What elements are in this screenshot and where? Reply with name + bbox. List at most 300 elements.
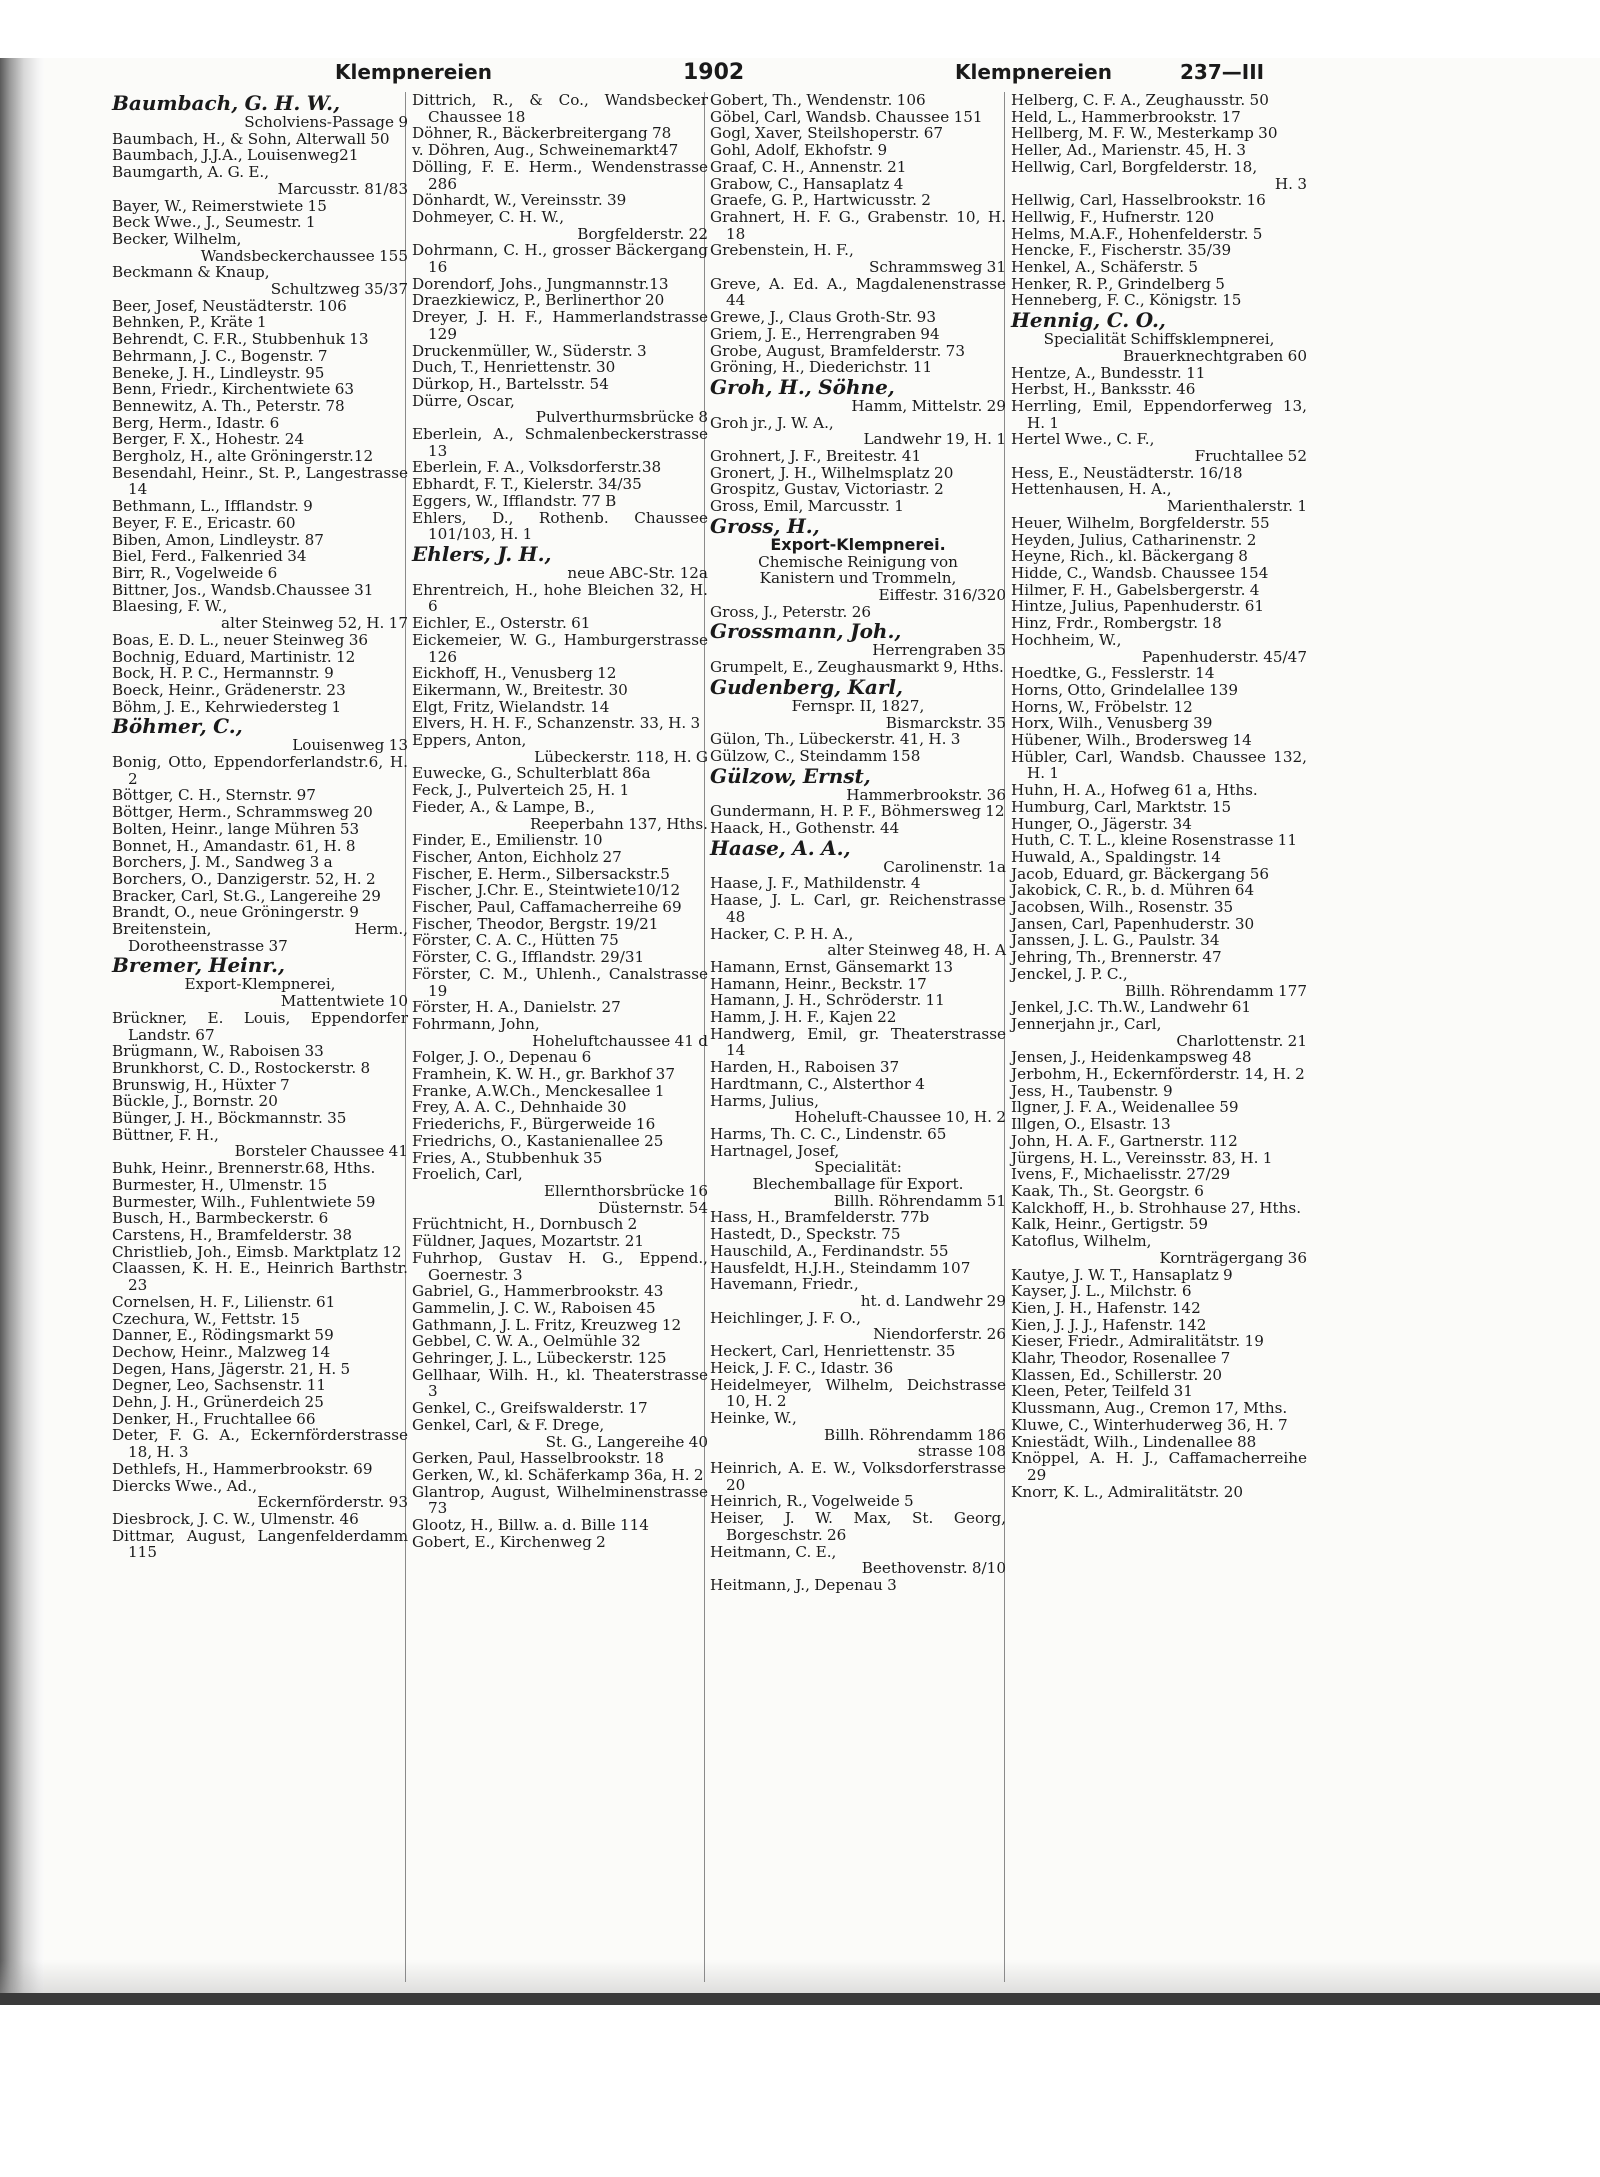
directory-entry: Bayer, W., Reimerstwiete 15 bbox=[112, 196, 327, 215]
directory-entry: Jenckel, J. P. C., bbox=[1011, 964, 1128, 983]
directory-entry: Besendahl, Heinr., St. P., Langestrasse 14 bbox=[112, 463, 408, 499]
directory-entry: Dönhardt, W., Vereinsstr. 39 bbox=[412, 191, 627, 210]
directory-entry: Christlieb, Joh., Eimsb. Marktplatz 12 bbox=[112, 1242, 402, 1261]
directory-entry: Eberlein, A., Schmalenbeckerstrasse 13 bbox=[412, 425, 708, 460]
firm-heading: Ehlers, J. H., bbox=[412, 541, 552, 566]
directory-entry: Gülon, Th., Lübeckerstr. 41, H. 3 bbox=[710, 730, 961, 749]
directory-entry: Claassen, K. H. E., Heinrich Barthstr. 23 bbox=[112, 1259, 408, 1295]
directory-entry: Dölling, F. E. Herm., Wendenstrasse 286 bbox=[412, 157, 708, 193]
directory-entry: Fries, A., Stubbenhuk 35 bbox=[412, 1148, 603, 1167]
directory-entry: Eppers, Anton, bbox=[412, 731, 527, 750]
directory-entry: Fieder, A., & Lampe, B., bbox=[412, 797, 595, 816]
directory-entry: Dreyer, J. H. F., Hammerlandstrasse 129 bbox=[412, 308, 708, 343]
directory-entry: John, H. A. F., Gartnerstr. 112 bbox=[1011, 1131, 1238, 1150]
directory-entry: Gohl, Adolf, Ekhofstr. 9 bbox=[710, 141, 888, 160]
directory-entry: Hass, H., Bramfelderstr. 77b bbox=[710, 1208, 930, 1227]
directory-entry: Büttner, F. H., bbox=[112, 1125, 219, 1144]
entry-continuation: Düsternstr. 54 bbox=[598, 1198, 708, 1217]
directory-entry: Frey, A. A. C., Dehnhaide 30 bbox=[412, 1098, 627, 1117]
directory-entry: Deter, F. G. A., Eckernförderstrasse 18, H. 3 bbox=[112, 1426, 408, 1462]
directory-entry: Borchers, J. M., Sandweg 3 a bbox=[112, 853, 333, 872]
directory-entry: Diercks Wwe., Ad., bbox=[112, 1476, 258, 1495]
directory-entry: Grohnert, J. F., Breitestr. 41 bbox=[710, 447, 922, 466]
directory-entry: Czechura, W., Fettstr. 15 bbox=[112, 1309, 300, 1328]
directory-entry: Kaak, Th., St. Georgstr. 6 bbox=[1011, 1182, 1204, 1200]
directory-entry: Bückle, J., Bornstr. 20 bbox=[112, 1092, 278, 1111]
entry-continuation: Beethovenstr. 8/10 bbox=[861, 1559, 1006, 1578]
directory-entry: Bochnig, Eduard, Martinistr. 12 bbox=[112, 647, 356, 666]
entry-continuation: Papenhuderstr. 45/47 bbox=[1141, 647, 1307, 666]
entry-continuation: Schrammsweg 31 bbox=[869, 258, 1006, 277]
directory-entry: Baumgarth, A. G. E., bbox=[112, 163, 270, 182]
directory-entry: Heidelmeyer, Wilhelm, Deichstrasse 10, H. 2 bbox=[710, 1375, 1006, 1411]
entry-continuation: Hamm, Mittelstr. 29 bbox=[851, 396, 1006, 415]
directory-entry: Hettenhausen, H. A., bbox=[1011, 480, 1172, 499]
directory-entry: Bennewitz, A. Th., Peterstr. 78 bbox=[112, 396, 345, 415]
directory-entry: Biel, Ferd., Falkenried 34 bbox=[112, 547, 307, 566]
directory-entry: Hilmer, F. H., Gabelsbergerstr. 4 bbox=[1011, 580, 1260, 599]
firm-heading: Gross, H., bbox=[710, 513, 820, 538]
directory-entry: Beckmann & Knaup, bbox=[112, 263, 270, 282]
directory-entry: Herbst, H., Banksstr. 46 bbox=[1011, 380, 1196, 399]
directory-entry: Henkel, A., Schäferstr. 5 bbox=[1011, 258, 1199, 277]
directory-entry: Hentze, A., Bundesstr. 11 bbox=[1011, 363, 1206, 382]
directory-entry: Grumpelt, E., Zeughausmarkt 9, Hths. bbox=[710, 658, 1004, 677]
directory-entry: Eberlein, F. A., Volksdorferstr.38 bbox=[412, 458, 662, 477]
directory-entry: Degner, Leo, Sachsenstr. 11 bbox=[112, 1376, 327, 1395]
directory-entry: Hintze, Julius, Papenhuderstr. 61 bbox=[1011, 597, 1265, 616]
directory-entry: Fischer, Paul, Caffamacherreihe 69 bbox=[412, 898, 682, 917]
scan-bottom-band bbox=[0, 1993, 1600, 2005]
directory-entry: Jakobick, C. R., b. d. Mühren 64 bbox=[1011, 881, 1255, 900]
directory-entry: Druckenmüller, W., Süderstr. 3 bbox=[412, 341, 647, 360]
directory-entry: Horns, W., Fröbelstr. 12 bbox=[1011, 697, 1193, 716]
directory-entry: Heckert, Carl, Henriettenstr. 35 bbox=[710, 1342, 956, 1361]
directory-entry: Fischer, E. Herm., Silbersackstr.5 bbox=[412, 864, 670, 883]
directory-entry: Eickhoff, H., Venusberg 12 bbox=[412, 664, 617, 683]
directory-entry: Euwecke, G., Schulterblatt 86a bbox=[412, 764, 651, 783]
directory-entry: Hess, E., Neustädterstr. 16/18 bbox=[1011, 463, 1243, 482]
directory-entry: Klahr, Theodor, Rosenallee 7 bbox=[1011, 1349, 1231, 1368]
entry-continuation: Marcusstr. 81/83 bbox=[277, 179, 408, 198]
directory-entry: Hunger, O., Jägerstr. 34 bbox=[1011, 814, 1192, 833]
directory-entry: Dürkop, H., Bartelsstr. 54 bbox=[412, 374, 609, 393]
directory-column-1 bbox=[112, 92, 408, 1972]
directory-entry: Kluwe, C., Winterhuderweg 36, H. 7 bbox=[1011, 1415, 1288, 1434]
header-page-number: 237—III bbox=[1180, 60, 1265, 84]
directory-entry: Heick, J. F. C., Idastr. 36 bbox=[710, 1358, 894, 1377]
directory-entry: Dohrmann, C. H., grosser Bäckergang 16 bbox=[412, 241, 708, 277]
directory-entry: Boeck, Heinr., Grädenerstr. 23 bbox=[112, 680, 346, 699]
directory-entry: Heyden, Julius, Catharinenstr. 2 bbox=[1011, 530, 1257, 549]
directory-column-2 bbox=[412, 92, 708, 1972]
directory-entry: Busch, H., Barmbeckerstr. 6 bbox=[112, 1209, 329, 1228]
directory-entry: Finder, E., Emilienstr. 10 bbox=[412, 831, 603, 850]
directory-entry: Herrling, Emil, Eppendorferweg 13, H. 1 bbox=[1011, 396, 1307, 432]
directory-entry: Eickemeier, W. G., Hamburgerstrasse 126 bbox=[412, 630, 708, 666]
directory-entry: Beer, Josef, Neustädterstr. 106 bbox=[112, 296, 347, 315]
directory-entry: Heyne, Rich., kl. Bäckergang 8 bbox=[1011, 547, 1248, 566]
directory-entry: Blaesing, F. W., bbox=[112, 597, 228, 616]
directory-entry: Chemische Reinigung von bbox=[758, 552, 958, 571]
directory-entry: Grewe, J., Claus Groth-Str. 93 bbox=[710, 308, 936, 327]
directory-entry: Borchers, O., Danzigerstr. 52, H. 2 bbox=[112, 869, 376, 888]
directory-entry: Fischer, Anton, Eichholz 27 bbox=[412, 847, 622, 866]
directory-entry: Gobert, Th., Wendenstr. 106 bbox=[710, 91, 926, 109]
entry-continuation: Hoheluftchaussee 41 d bbox=[532, 1031, 708, 1050]
directory-entry: Berg, Herm., Idastr. 6 bbox=[112, 413, 280, 432]
directory-entry: Hinz, Frdr., Rombergstr. 18 bbox=[1011, 614, 1222, 633]
directory-entry: Grabow, C., Hansaplatz 4 bbox=[710, 174, 904, 193]
entry-continuation: Carolinenstr. 1a bbox=[883, 857, 1006, 876]
directory-entry: Illgen, O., Elsastr. 13 bbox=[1011, 1115, 1171, 1134]
entry-continuation: Charlottenstr. 21 bbox=[1176, 1031, 1307, 1050]
directory-entry: Beneke, J. H., Lindleystr. 95 bbox=[112, 363, 325, 382]
directory-entry: Framhein, K. W. H., gr. Barkhof 37 bbox=[412, 1065, 676, 1084]
directory-entry: Früchtnicht, H., Dornbusch 2 bbox=[412, 1215, 638, 1234]
directory-entry: Benn, Friedr., Kirchentwiete 63 bbox=[112, 380, 355, 399]
directory-entry: Füldner, Jaques, Mozartstr. 21 bbox=[412, 1232, 645, 1251]
directory-entry: Glootz, H., Billw. a. d. Bille 114 bbox=[412, 1516, 649, 1535]
directory-entry: Gebbel, C. W. A., Oelmühle 32 bbox=[412, 1332, 641, 1351]
directory-entry: Gathmann, J. L. Fritz, Kreuzweg 12 bbox=[412, 1315, 682, 1334]
firm-heading: Bremer, Heinr., bbox=[112, 953, 285, 978]
directory-entry: Klassen, Ed., Schillerstr. 20 bbox=[1011, 1365, 1223, 1384]
entry-continuation: neue ABC-Str. 12a bbox=[567, 563, 708, 582]
directory-entry: Heichlinger, J. F. O., bbox=[710, 1308, 861, 1327]
directory-entry: Gross, Emil, Marcusstr. 1 bbox=[710, 497, 904, 516]
entry-continuation: Billh. Röhrendamm 177 bbox=[1125, 981, 1307, 1000]
directory-entry: Gundermann, H. P. F., Böhmersweg 12 bbox=[710, 802, 1005, 821]
directory-entry: Heller, Ad., Marienstr. 45, H. 3 bbox=[1011, 141, 1247, 160]
directory-entry: Behnken, P., Kräte 1 bbox=[112, 313, 267, 332]
directory-entry: Horx, Wilh., Venusberg 39 bbox=[1011, 714, 1213, 733]
entry-continuation: Fruchtallee 52 bbox=[1194, 447, 1307, 466]
directory-entry: Göbel, Carl, Wandsb. Chaussee 151 bbox=[710, 107, 983, 126]
directory-entry: Hamann, Ernst, Gänsemarkt 13 bbox=[710, 957, 954, 976]
directory-entry: Brunkhorst, C. D., Rostockerstr. 8 bbox=[112, 1058, 371, 1077]
directory-entry: Kautye, J. W. T., Hansaplatz 9 bbox=[1011, 1265, 1233, 1284]
entry-continuation: Borsteler Chaussee 41 bbox=[234, 1142, 408, 1161]
directory-entry: Cornelsen, H. F., Lilienstr. 61 bbox=[112, 1292, 336, 1311]
directory-entry: Brügmann, W., Raboisen 33 bbox=[112, 1042, 324, 1061]
directory-entry: Hellwig, Carl, Borgfelderstr. 18, bbox=[1011, 157, 1258, 176]
directory-entry: Friedrichs, O., Kastanienallee 25 bbox=[412, 1131, 664, 1150]
entry-continuation: Reeperbahn 137, Hths. bbox=[530, 814, 708, 833]
entry-continuation: Louisenweg 13 bbox=[292, 736, 408, 755]
directory-entry: Hausfeldt, H.J.H., Steindamm 107 bbox=[710, 1258, 971, 1277]
directory-entry: Dethlefs, H., Hammerbrookstr. 69 bbox=[112, 1459, 373, 1478]
directory-entry: Gellhaar, Wilh. H., kl. Theaterstrasse 3 bbox=[412, 1365, 708, 1401]
directory-entry: v. Döhren, Aug., Schweinemarkt47 bbox=[412, 141, 679, 160]
directory-entry: Harden, H., Raboisen 37 bbox=[710, 1058, 900, 1077]
directory-entry: Janssen, J. L. G., Paulstr. 34 bbox=[1011, 931, 1220, 950]
directory-entry: Kleen, Peter, Teilfeld 31 bbox=[1011, 1382, 1193, 1401]
directory-entry: Harms, Th. C. C., Lindenstr. 65 bbox=[710, 1124, 947, 1143]
directory-entry: Helms, M.A.F., Hohenfelderstr. 5 bbox=[1011, 224, 1263, 243]
directory-entry: Gronert, J. H., Wilhelmsplatz 20 bbox=[710, 463, 954, 482]
firm-heading: Gülzow, Ernst, bbox=[710, 763, 871, 788]
directory-entry: Eikermann, W., Breitestr. 30 bbox=[412, 680, 628, 699]
directory-entry: Burmester, H., Ulmenstr. 15 bbox=[112, 1175, 328, 1194]
directory-entry: Folger, J. O., Depenau 6 bbox=[412, 1048, 592, 1067]
entry-continuation: Eiffestr. 316/320 bbox=[878, 585, 1006, 604]
entry-continuation: Herrengraben 35 bbox=[872, 641, 1006, 660]
directory-entry: Jürgens, H. L., Vereinsstr. 83, H. 1 bbox=[1011, 1148, 1273, 1167]
directory-entry: Kanistern und Trommeln, bbox=[759, 569, 957, 588]
directory-entry: Bock, H. P. C., Hermannstr. 9 bbox=[112, 664, 334, 683]
directory-entry: Beyer, F. E., Ericastr. 60 bbox=[112, 513, 296, 532]
directory-entry: Behrendt, C. F.R., Stubbenhuk 13 bbox=[112, 330, 369, 349]
directory-entry: Hellwig, F., Hufnerstr. 120 bbox=[1011, 207, 1215, 226]
directory-entry: Humburg, Carl, Marktstr. 15 bbox=[1011, 797, 1232, 816]
directory-entry: Brunswig, H., Hüxter 7 bbox=[112, 1075, 290, 1094]
directory-entry: Kniestädt, Wilh., Lindenallee 88 bbox=[1011, 1432, 1257, 1451]
directory-entry: Elgt, Fritz, Wielandstr. 14 bbox=[412, 697, 610, 716]
directory-entry: Greve, A. Ed. A., Magdalenenstrasse 44 bbox=[710, 274, 1006, 310]
directory-entry: Gerken, Paul, Hasselbrookstr. 18 bbox=[412, 1449, 665, 1468]
directory-entry: Brandt, O., neue Gröningerstr. 9 bbox=[112, 903, 359, 922]
directory-entry: Jennerjahn jr., Carl, bbox=[1011, 1014, 1162, 1033]
directory-entry: Heuer, Wilhelm, Borgfelderstr. 55 bbox=[1011, 513, 1270, 532]
directory-entry: Ivens, F., Michaelisstr. 27/29 bbox=[1011, 1165, 1231, 1184]
entry-continuation: Kornträgergang 36 bbox=[1159, 1248, 1307, 1267]
directory-entry: Groh jr., J. W. A., bbox=[710, 413, 834, 432]
entry-continuation: Schultzweg 35/37 bbox=[270, 280, 408, 299]
directory-entry: Dechow, Heinr., Malzweg 14 bbox=[112, 1342, 331, 1361]
directory-entry: Fuhrhop, Gustav H. G., Eppend., Goernestr. 3 bbox=[412, 1248, 708, 1284]
directory-entry: Heitmann, J., Depenau 3 bbox=[710, 1575, 897, 1594]
entry-continuation: Mattentwiete 10 bbox=[280, 992, 408, 1011]
directory-entry: Huth, C. T. L., kleine Rosenstrasse 11 bbox=[1011, 831, 1298, 850]
directory-entry: Bonig, Otto, Eppendorferlandstr.6, H. 2 bbox=[112, 753, 408, 788]
entry-continuation: Billh. Röhrendamm 186 bbox=[824, 1425, 1006, 1444]
entry-continuation: Niendorferstr. 26 bbox=[873, 1325, 1006, 1344]
directory-entry: Gülzow, C., Steindamm 158 bbox=[710, 746, 921, 765]
directory-entry: Boas, E. D. L., neuer Steinweg 36 bbox=[112, 630, 369, 649]
directory-entry: Eggers, W., Ifflandstr. 77 B bbox=[412, 491, 617, 510]
directory-entry: Buhk, Heinr., Brennerstr.68, Hths. bbox=[112, 1159, 376, 1178]
entry-continuation: Bismarckstr. 35 bbox=[885, 713, 1006, 732]
directory-entry: Horns, Otto, Grindelallee 139 bbox=[1011, 680, 1238, 699]
directory-entry: Jerbohm, H., Eckernförderstr. 14, H. 2 bbox=[1011, 1065, 1305, 1084]
directory-entry: Bergholz, H., alte Gröningerstr.12 bbox=[112, 447, 374, 466]
directory-entry: Hübener, Wilh., Brodersweg 14 bbox=[1011, 731, 1252, 750]
directory-entry: Kien, J. H., Hafenstr. 142 bbox=[1011, 1298, 1201, 1317]
entry-continuation: St. G., Langereihe 40 bbox=[545, 1432, 708, 1451]
directory-entry: Harms, Julius, bbox=[710, 1091, 819, 1110]
directory-entry: Jacob, Eduard, gr. Bäckergang 56 bbox=[1011, 864, 1270, 883]
directory-entry: Förster, C. G., Ifflandstr. 29/31 bbox=[412, 948, 645, 967]
directory-entry: Gross, J., Peterstr. 26 bbox=[710, 602, 872, 621]
directory-entry: Kalk, Heinr., Gertigstr. 59 bbox=[1011, 1215, 1209, 1234]
directory-entry: Danner, E., Rödingsmarkt 59 bbox=[112, 1326, 334, 1345]
directory-entry: Klussmann, Aug., Cremon 17, Mths. bbox=[1011, 1399, 1288, 1418]
directory-entry: Froelich, Carl, bbox=[412, 1165, 523, 1184]
directory-entry: Dittmar, August, Langenfelderdamm 115 bbox=[112, 1526, 408, 1562]
directory-entry: Graefe, G. P., Hartwicusstr. 2 bbox=[710, 191, 931, 210]
entry-continuation: Pulverthurmsbrücke 8 bbox=[535, 408, 708, 427]
directory-entry: Kayser, J. L., Milchstr. 6 bbox=[1011, 1282, 1192, 1301]
directory-entry: Grebenstein, H. F., bbox=[710, 241, 854, 260]
entry-continuation: Lübeckerstr. 118, H. G bbox=[534, 747, 708, 766]
directory-entry: Eichler, E., Osterstr. 61 bbox=[412, 614, 591, 633]
directory-entry: Kieser, Friedr., Admiralitätstr. 19 bbox=[1011, 1332, 1264, 1351]
directory-entry: Jacobsen, Wilh., Rosenstr. 35 bbox=[1011, 898, 1234, 917]
directory-entry: Export-Klempnerei, bbox=[184, 975, 336, 994]
directory-entry: Behrmann, J. C., Bogenstr. 7 bbox=[112, 346, 328, 365]
entry-continuation: alter Steinweg 48, H. A bbox=[827, 941, 1006, 960]
directory-entry: Böttger, Herm., Schrammsweg 20 bbox=[112, 803, 373, 822]
directory-entry: Fischer, J.Chr. E., Steintwiete10/12 bbox=[412, 881, 681, 900]
directory-entry: Hidde, C., Wandsb. Chaussee 154 bbox=[1011, 563, 1269, 582]
directory-entry: Gammelin, J. C. W., Raboisen 45 bbox=[412, 1298, 656, 1317]
directory-entry: Held, L., Hammerbrookstr. 17 bbox=[1011, 107, 1241, 126]
directory-entry: Jensen, J., Heidenkampsweg 48 bbox=[1011, 1048, 1252, 1067]
firm-heading: Hennig, C. O., bbox=[1011, 308, 1166, 333]
firm-heading: Böhmer, C., bbox=[112, 714, 243, 739]
directory-entry: Ehlers, D., Rothenb. Chaussee 101/103, H. 1 bbox=[412, 508, 708, 544]
directory-entry: Friederichs, F., Bürgerweide 16 bbox=[412, 1115, 656, 1134]
directory-entry: Hellberg, M. F. W., Mesterkamp 30 bbox=[1011, 124, 1278, 143]
directory-entry: Gerken, W., kl. Schäferkamp 36a, H. 2 bbox=[412, 1465, 704, 1484]
directory-entry: Carstens, H., Bramfelderstr. 38 bbox=[112, 1226, 353, 1244]
directory-entry: Hertel Wwe., C. F., bbox=[1011, 430, 1155, 449]
directory-entry: Hardtmann, C., Alsterthor 4 bbox=[710, 1074, 925, 1093]
entry-continuation: Marienthalerstr. 1 bbox=[1167, 497, 1307, 516]
directory-entry: Hellwig, Carl, Hasselbrookstr. 16 bbox=[1011, 191, 1266, 210]
directory-entry: Böttger, C. H., Sternstr. 97 bbox=[112, 786, 316, 805]
directory-entry: Kien, J. J. J., Hafenstr. 142 bbox=[1011, 1315, 1207, 1334]
directory-entry: Baumbach, H., & Sohn, Alterwall 50 bbox=[112, 129, 390, 148]
directory-entry: Jansen, Carl, Papenhuderstr. 30 bbox=[1011, 914, 1255, 933]
directory-entry: Hamann, Heinr., Beckstr. 17 bbox=[710, 974, 927, 993]
directory-entry: Knorr, K. L., Admiralitätstr. 20 bbox=[1011, 1482, 1244, 1501]
entry-continuation: Hoheluft-Chaussee 10, H. 2 bbox=[794, 1108, 1006, 1127]
entry-continuation: Billh. Röhrendamm 51 bbox=[833, 1191, 1006, 1210]
directory-entry: Feck, J., Pulverteich 25, H. 1 bbox=[412, 781, 630, 800]
directory-entry: Duch, T., Henriettenstr. 30 bbox=[412, 358, 616, 377]
header-year: 1902 bbox=[683, 60, 745, 85]
directory-entry: Gehringer, J. L., Lübeckerstr. 125 bbox=[412, 1349, 667, 1368]
directory-entry: Gobert, E., Kirchenweg 2 bbox=[412, 1532, 606, 1551]
directory-entry: Hoedtke, G., Fesslerstr. 14 bbox=[1011, 664, 1215, 683]
directory-entry: Knöppel, A. H. J., Caffamacherreihe 29 bbox=[1011, 1449, 1307, 1484]
header-section-left: Klempnereien bbox=[335, 60, 492, 84]
directory-entry: Havemann, Friedr., bbox=[710, 1275, 859, 1294]
directory-entry: Fohrmann, John, bbox=[412, 1014, 540, 1033]
entry-continuation: Hammerbrookstr. 36 bbox=[846, 785, 1006, 804]
directory-entry: Breitenstein, Herm., Dorotheenstrasse 37 bbox=[112, 920, 408, 955]
directory-entry: Elvers, H. H. F., Schanzenstr. 33, H. 3 bbox=[412, 714, 701, 733]
entry-continuation: ht. d. Landwehr 29 bbox=[860, 1292, 1006, 1310]
directory-entry: Böhm, J. E., Kehrwiedersteg 1 bbox=[112, 697, 342, 716]
directory-entry: Export-Klempnerei. bbox=[770, 534, 946, 554]
firm-heading: Baumbach, G. H. W., bbox=[112, 91, 341, 115]
directory-entry: Heiser, J. W. Max, St. Georg, Borgeschstr. 26 bbox=[710, 1509, 1006, 1544]
directory-entry: Gabriel, G., Hammerbrookstr. 43 bbox=[412, 1282, 664, 1301]
directory-entry: Gröning, H., Diederichstr. 11 bbox=[710, 358, 933, 377]
directory-entry: Handwerg, Emil, gr. Theaterstrasse 14 bbox=[710, 1024, 1006, 1060]
directory-entry: Kalckhoff, H., b. Strohhause 27, Hths. bbox=[1011, 1198, 1302, 1217]
directory-entry: Helberg, C. F. A., Zeughausstr. 50 bbox=[1011, 91, 1269, 109]
directory-entry: Haase, J. L. Carl, gr. Reichenstrasse 48 bbox=[710, 891, 1006, 926]
directory-entry: Dittrich, R., & Co., Wandsbecker Chaussee 18 bbox=[412, 91, 708, 126]
firm-heading: Gudenberg, Karl, bbox=[710, 674, 903, 699]
binding-edge bbox=[0, 58, 44, 1993]
directory-column-4 bbox=[1011, 92, 1307, 1972]
directory-entry: Dehn, J. H., Grünerdeich 25 bbox=[112, 1393, 324, 1412]
directory-entry: Specialität Schiffsklempnerei, bbox=[1043, 330, 1275, 349]
directory-entry: Heinrich, R., Vogelweide 5 bbox=[710, 1492, 914, 1511]
directory-entry: Gogl, Xaver, Steilshoperstr. 67 bbox=[710, 124, 944, 143]
directory-entry: Fernspr. II, 1827, bbox=[791, 696, 925, 715]
directory-entry: Jenkel, J.C. Th.W., Landwehr 61 bbox=[1011, 998, 1252, 1017]
directory-entry: Heinrich, A. E. W., Volksdorferstrasse 20 bbox=[710, 1459, 1006, 1494]
directory-entry: Döhner, R., Bäckerbreitergang 78 bbox=[412, 124, 672, 143]
entry-continuation: H. 3 bbox=[1274, 174, 1307, 193]
directory-entry: Birr, R., Vogelweide 6 bbox=[112, 563, 278, 582]
directory-entry: Hauschild, A., Ferdinandstr. 55 bbox=[710, 1241, 949, 1260]
directory-entry: Hamm, J. H. F., Kajen 22 bbox=[710, 1008, 897, 1027]
directory-entry: Graaf, C. H., Annenstr. 21 bbox=[710, 157, 907, 176]
directory-entry: Specialität: bbox=[814, 1158, 902, 1177]
directory-entry: Förster, C. M., Uhlenh., Canalstrasse 19 bbox=[412, 964, 708, 1000]
firm-heading: Groh, H., Söhne, bbox=[710, 374, 895, 399]
directory-entry: Dohmeyer, C. H. W., bbox=[412, 207, 565, 226]
directory-entry: Huwald, A., Spaldingstr. 14 bbox=[1011, 847, 1221, 866]
directory-entry: Denker, H., Fruchtallee 66 bbox=[112, 1409, 316, 1428]
directory-entry: Becker, Wilhelm, bbox=[112, 229, 242, 248]
directory-entry: Biben, Amon, Lindleystr. 87 bbox=[112, 530, 324, 549]
directory-entry: Baumbach, J.J.A., Louisenweg21 bbox=[112, 146, 359, 165]
directory-entry: Genkel, Carl, & F. Drege, bbox=[412, 1415, 605, 1434]
firm-heading: Haase, A. A., bbox=[710, 835, 851, 860]
directory-entry: Huhn, H. A., Hofweg 61 a, Hths. bbox=[1011, 781, 1258, 800]
entry-continuation: Eckernförderstr. 93 bbox=[257, 1493, 408, 1512]
directory-entry: Ehrentreich, H., hohe Bleichen 32, H. 6 bbox=[412, 580, 708, 616]
entry-continuation: Scholviens-Passage 9 bbox=[244, 113, 408, 131]
directory-entry: Franke, A.W.Ch., Menckesallee 1 bbox=[412, 1081, 665, 1100]
directory-entry: Dürre, Oscar, bbox=[412, 391, 515, 410]
directory-entry: Jess, H., Taubenstr. 9 bbox=[1011, 1081, 1173, 1100]
directory-entry: Hübler, Carl, Wandsb. Chaussee 132, H. 1 bbox=[1011, 747, 1307, 783]
entry-continuation: Landwehr 19, H. 1 bbox=[863, 430, 1006, 449]
directory-entry: Förster, H. A., Danielstr. 27 bbox=[412, 998, 621, 1017]
directory-entry: Bolten, Heinr., lange Mühren 53 bbox=[112, 819, 360, 838]
directory-entry: Grobe, August, Bramfelderstr. 73 bbox=[710, 341, 965, 360]
entry-continuation: Ellernthorsbrücke 16 bbox=[543, 1182, 708, 1200]
directory-entry: Haack, H., Gothenstr. 44 bbox=[710, 819, 900, 838]
directory-entry: Bethmann, L., Ifflandstr. 9 bbox=[112, 497, 313, 516]
directory-entry: Ilgner, J. F. A., Weidenallee 59 bbox=[1011, 1098, 1239, 1117]
directory-entry: Brückner, E. Louis, Eppendorfer Landstr. 67 bbox=[112, 1008, 408, 1044]
directory-entry: Katoflus, Wilhelm, bbox=[1011, 1232, 1152, 1251]
directory-entry: Degen, Hans, Jägerstr. 21, H. 5 bbox=[112, 1359, 351, 1378]
directory-entry: Hartnagel, Josef, bbox=[710, 1141, 840, 1160]
entry-continuation: strasse 108 bbox=[917, 1442, 1006, 1461]
directory-entry: Heitmann, C. E., bbox=[710, 1542, 837, 1561]
directory-entry: Bonnet, H., Amandastr. 61, H. 8 bbox=[112, 836, 356, 855]
directory-entry: Henneberg, F. C., Königstr. 15 bbox=[1011, 291, 1242, 310]
directory-entry: Grahnert, H. F. G., Grabenstr. 10, H. 18 bbox=[710, 207, 1006, 243]
directory-entry: Hochheim, W., bbox=[1011, 630, 1122, 649]
directory-entry: Beck Wwe., J., Seumestr. 1 bbox=[112, 213, 316, 232]
firm-heading: Grossmann, Joh., bbox=[710, 619, 902, 644]
directory-entry: Ebhardt, F. T., Kielerstr. 34/35 bbox=[412, 475, 642, 494]
directory-entry: Bracker, Carl, St.G., Langereihe 29 bbox=[112, 886, 381, 905]
directory-entry: Hastedt, D., Speckstr. 75 bbox=[710, 1225, 901, 1244]
